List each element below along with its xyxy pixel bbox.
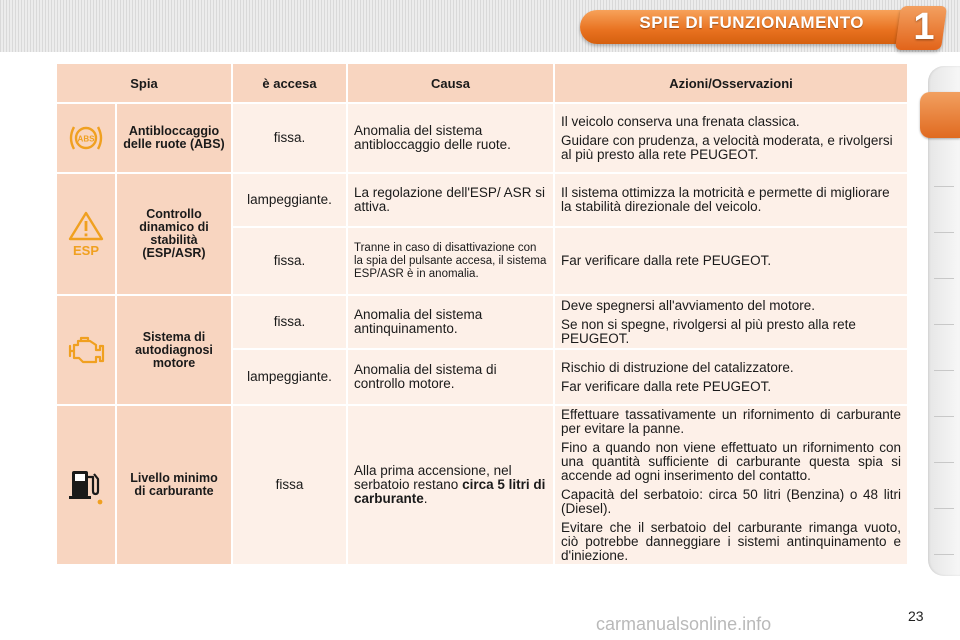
page-number: 23 <box>908 608 924 624</box>
chapter-number: 1 <box>913 6 935 48</box>
tab-chapter-1[interactable] <box>920 92 960 138</box>
fuel-name: Livello minimo di carburante <box>117 406 231 564</box>
esp-when-2: fissa. <box>233 228 346 294</box>
engine-name: Sistema di autodiagnosi motore <box>117 296 231 404</box>
chapter-tabs <box>928 66 960 576</box>
tab-divider <box>934 278 954 279</box>
fuel-cause-bold: circa 5 litri di carburante <box>354 477 546 506</box>
tab-divider <box>934 370 954 371</box>
fuel-actions <box>555 406 907 564</box>
page-title: SPIE DI FUNZIONAMENTO <box>639 13 864 32</box>
engine-actions-1 <box>555 296 907 348</box>
tab-divider <box>934 232 954 233</box>
svg-text:ESP: ESP <box>72 243 100 258</box>
engine-check-icon <box>57 296 115 404</box>
fuel-action-2: Fino a quando non viene effettuato un rifornimento con una quantità sufficiente di carburante questa spia si accende ad ogni inserimento del contatto. <box>561 439 901 483</box>
warning-lights-table <box>57 64 903 564</box>
engine-when-1: fissa. <box>233 296 346 348</box>
esp-action-1: Il sistema ottimizza la motricità e permette di migliorare la stabilità direzionale del veicolo. <box>561 185 890 214</box>
tab-divider <box>934 324 954 325</box>
engine-action-3: Rischio di distruzione del catalizzatore. <box>561 359 794 375</box>
engine-action-4: Far verificare dalla rete PEUGEOT. <box>561 378 772 394</box>
esp-cause-2: Tranne in caso di disattivazione con la spia del pulsante accesa, il sistema ESP/ASR è in anomalia. <box>348 228 553 294</box>
esp-warning-icon <box>57 174 115 294</box>
watermark: carmanualsonline.info <box>596 614 772 634</box>
engine-actions-2 <box>555 350 907 404</box>
tab-divider <box>934 462 954 463</box>
engine-action-2: Se non si spegne, rivolgersi al più presto alla rete PEUGEOT. <box>561 316 856 346</box>
engine-action-1: Deve spegnersi all'avviamento del motore. <box>561 297 815 313</box>
engine-cause-1: Anomalia del sistema antinquinamento. <box>348 296 553 348</box>
abs-name: Antibloccaggio delle ruote (ABS) <box>117 104 231 172</box>
esp-cause-1: La regolazione dell'ESP/ ASR si attiva. <box>348 174 553 226</box>
fuel-action-4: Evitare che il serbatoio del carburante rimanga vuoto, ciò potrebbe danneggiare i sistemi antinquinamento e d'iniezione. <box>561 519 901 563</box>
abs-cause: Anomalia del sistema antibloccaggio delle ruote. <box>348 104 553 172</box>
abs-action-2: Guidare con prudenza, a velocità moderata, e rivolgersi al più presto alla rete PEUGEOT. <box>561 132 893 162</box>
fuel-cause <box>348 406 553 564</box>
abs-warning-icon <box>57 104 115 172</box>
svg-text:ABS: ABS <box>77 134 95 144</box>
header-causa: Causa <box>348 64 553 102</box>
engine-cause-2: Anomalia del sistema di controllo motore. <box>348 350 553 404</box>
fuel-cause-suffix: . <box>423 491 428 506</box>
tab-divider <box>934 554 954 555</box>
esp-when-1: lampeggiante. <box>233 174 346 226</box>
esp-actions-2 <box>555 228 907 294</box>
tab-divider <box>934 508 954 509</box>
abs-when: fissa. <box>233 104 346 172</box>
header-accesa: è accesa <box>233 64 346 102</box>
esp-action-2: Far verificare dalla rete PEUGEOT. <box>561 253 772 268</box>
tab-divider <box>934 416 954 417</box>
fuel-when: fissa <box>233 406 346 564</box>
esp-name: Controllo dinamico di stabilità (ESP/ASR) <box>117 174 231 294</box>
esp-actions-1 <box>555 174 907 226</box>
header-azioni: Azioni/Osservazioni <box>555 64 907 102</box>
fuel-cause-prefix: Alla prima accensione, nel serbatoio restano <box>354 463 512 492</box>
abs-action-1: Il veicolo conserva una frenata classica. <box>561 113 800 129</box>
fuel-pump-icon <box>57 406 115 564</box>
fuel-action-1: Effettuare tassativamente un rifornimento di carburante per evitare la panne. <box>561 406 901 436</box>
fuel-action-3: Capacità del serbatoio: circa 50 litri (Benzina) o 48 litri (Diesel). <box>561 486 901 516</box>
engine-when-2: lampeggiante. <box>233 350 346 404</box>
fuel-cause-text <box>354 464 547 506</box>
abs-actions <box>555 104 907 172</box>
header-spia: Spia <box>57 64 231 102</box>
tab-divider <box>934 186 954 187</box>
